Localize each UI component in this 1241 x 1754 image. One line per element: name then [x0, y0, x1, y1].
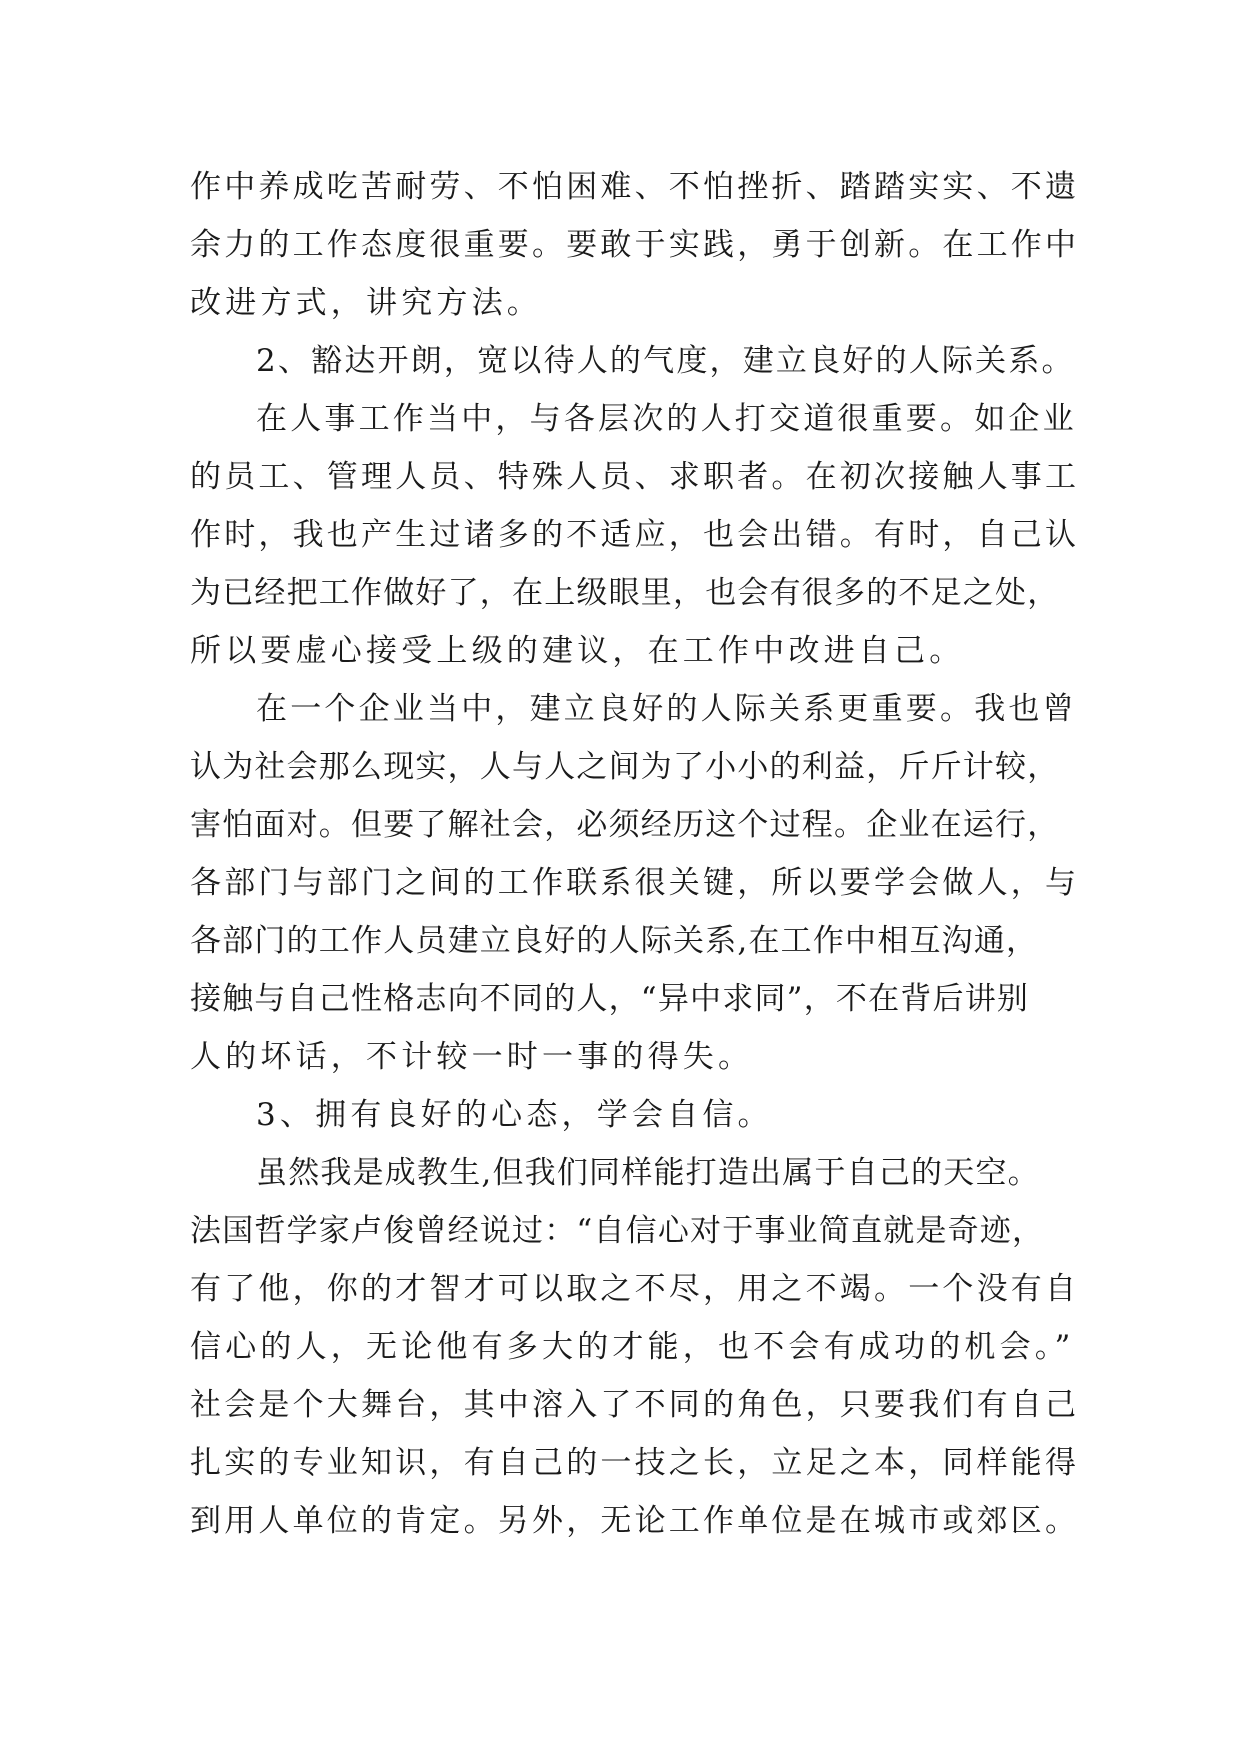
text-line: 到用人单位的肯定。另外，无论工作单位是在城市或郊区。	[190, 1503, 1080, 1539]
section-heading-3: 3、拥有良好的心态，学会自信。	[256, 1097, 773, 1133]
text-line: 社会是个大舞台，其中溶入了不同的角色，只要我们有自己	[190, 1387, 1080, 1423]
text-line: 各部门的工作人员建立良好的人际关系,在工作中相互沟通，	[190, 923, 1039, 959]
text-line: 法国哲学家卢俊曾经说过：“自信心对于事业简直就是奇迹，	[190, 1213, 1045, 1249]
text-line: 人的坏话，不计较一时一事的得失。	[190, 1039, 754, 1075]
text-line: 各部门与部门之间的工作联系很关键，所以要学会做人，与	[190, 865, 1080, 901]
text-line: 接触与自己性格志向不同的人，“异中求同”，不在背后讲别	[190, 981, 1030, 1017]
text-line: 的员工、管理人员、特殊人员、求职者。在初次接触人事工	[190, 459, 1080, 495]
text-line: 在一个企业当中，建立良好的人际关系更重要。我也曾	[256, 691, 1077, 727]
text-line: 余力的工作态度很重要。要敢于实践，勇于创新。在工作中	[190, 227, 1080, 263]
section-heading-2: 2、豁达开朗，宽以待人的气度，建立良好的人际关系。	[256, 343, 1075, 379]
body-text	[190, 158, 1080, 1550]
text-line: 在人事工作当中，与各层次的人打交道很重要。如企业	[256, 401, 1077, 437]
text-line: 信心的人，无论他有多大的才能，也不会有成功的机会。”	[190, 1329, 1075, 1365]
text-line: 害怕面对。但要了解社会，必须经历这个过程。企业在运行，	[190, 807, 1060, 843]
text-line: 认为社会那么现实，人与人之间为了小小的利益，斤斤计较，	[190, 749, 1060, 785]
text-line: 扎实的专业知识，有自己的一技之长，立足之本，同样能得	[190, 1445, 1080, 1481]
text-line: 有了他，你的才智才可以取之不尽，用之不竭。一个没有自	[190, 1271, 1080, 1307]
text-line: 作中养成吃苦耐劳、不怕困难、不怕挫折、踏踏实实、不遗	[190, 169, 1080, 205]
text-line: 虽然我是成教生,但我们同样能打造出属于自己的天空。	[256, 1155, 1040, 1191]
text-line: 改进方式，讲究方法。	[190, 285, 542, 321]
text-line: 作时，我也产生过诸多的不适应，也会出错。有时，自己认	[190, 517, 1080, 553]
text-line: 为已经把工作做好了，在上级眼里，也会有很多的不足之处，	[190, 575, 1060, 611]
text-line: 所以要虚心接受上级的建议，在工作中改进自己。	[190, 633, 965, 669]
